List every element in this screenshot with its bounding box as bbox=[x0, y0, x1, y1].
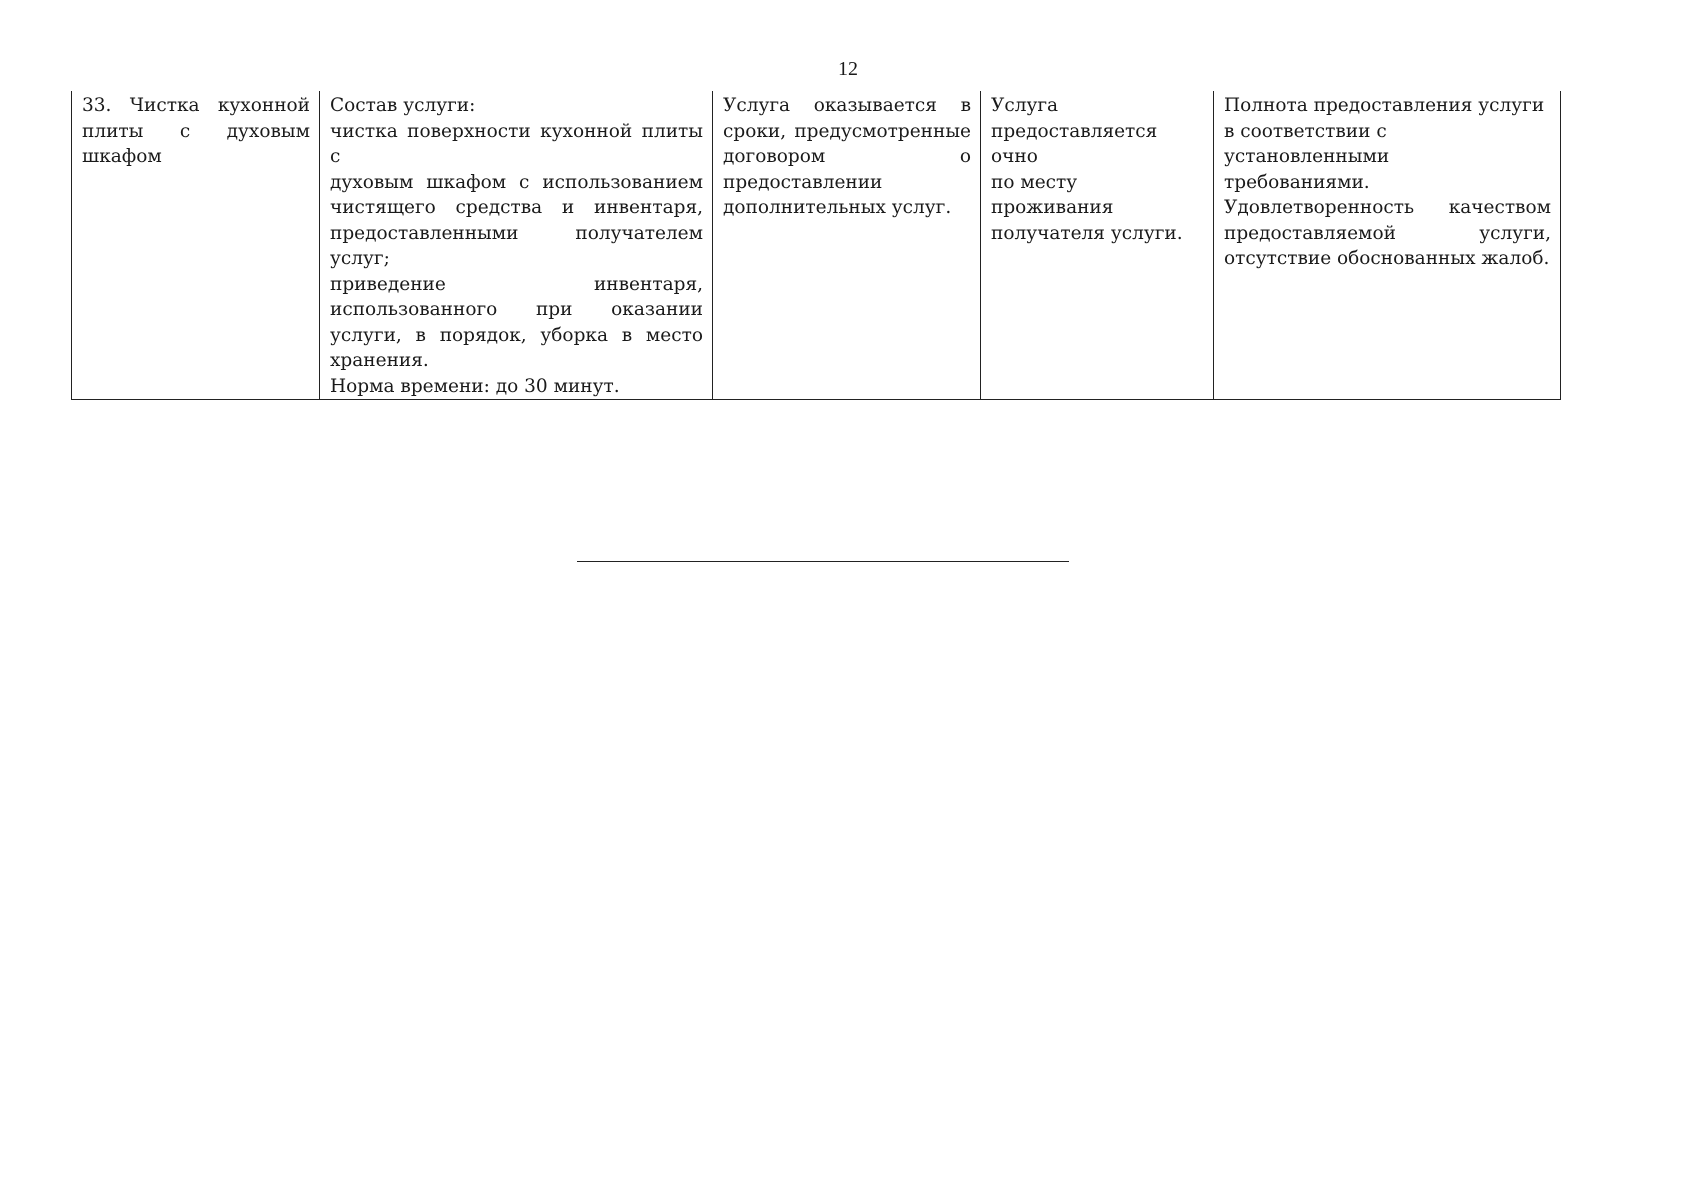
composition-line: приведение инвентаря, bbox=[330, 273, 703, 295]
conditions-line: предоставляется очно bbox=[991, 120, 1158, 167]
end-separator-line bbox=[577, 561, 1069, 562]
composition-line: хранения. bbox=[330, 350, 429, 371]
service-name-line: 33. Чистка кухонной bbox=[82, 95, 310, 116]
composition-line: использованного при оказании bbox=[330, 299, 703, 320]
terms-line: предоставлении bbox=[723, 171, 883, 193]
service-name-cell bbox=[72, 91, 320, 400]
service-composition-cell bbox=[320, 91, 713, 400]
terms-line: сроки, предусмотренные bbox=[723, 120, 971, 142]
composition-line: чистящего средства и инвентаря, bbox=[330, 197, 703, 218]
quality-line: требованиями. bbox=[1224, 171, 1370, 193]
conditions-line: получателя услуги. bbox=[991, 222, 1183, 244]
quality-line: отсутствие обоснованных жалоб. bbox=[1224, 248, 1550, 269]
conditions-line: Услуга bbox=[991, 95, 1059, 116]
composition-line: Состав услуги: bbox=[330, 95, 476, 116]
quality-line: Удовлетворенность качеством bbox=[1224, 197, 1551, 218]
page-number: 12 bbox=[838, 58, 858, 80]
composition-line: услуг; bbox=[330, 248, 390, 269]
service-name-line: шкафом bbox=[82, 146, 162, 167]
services-table bbox=[71, 91, 1561, 400]
table-row bbox=[72, 91, 1561, 400]
service-conditions-cell bbox=[981, 91, 1214, 400]
conditions-line: по месту проживания bbox=[991, 171, 1114, 218]
composition-line: духовым шкафом с использованием bbox=[330, 171, 703, 193]
quality-line: Полнота предоставления услуги bbox=[1224, 95, 1545, 116]
time-norm: Норма времени: до 30 минут. bbox=[330, 375, 620, 397]
composition-line: предоставленными получателем bbox=[330, 222, 703, 244]
quality-line: в соответствии с установленными bbox=[1224, 120, 1390, 167]
composition-line: чистка поверхности кухонной плиты с bbox=[330, 120, 703, 167]
terms-line: дополнительных услуг. bbox=[723, 197, 952, 218]
service-quality-cell bbox=[1214, 91, 1561, 400]
quality-line: предоставляемой услуги, bbox=[1224, 222, 1551, 244]
terms-line: Услуга оказывается в bbox=[723, 95, 971, 116]
service-name-line: плиты с духовым bbox=[82, 120, 310, 142]
composition-line: услуги, в порядок, уборка в место bbox=[330, 324, 703, 346]
service-terms-cell bbox=[713, 91, 981, 400]
terms-line: договором о bbox=[723, 146, 971, 167]
